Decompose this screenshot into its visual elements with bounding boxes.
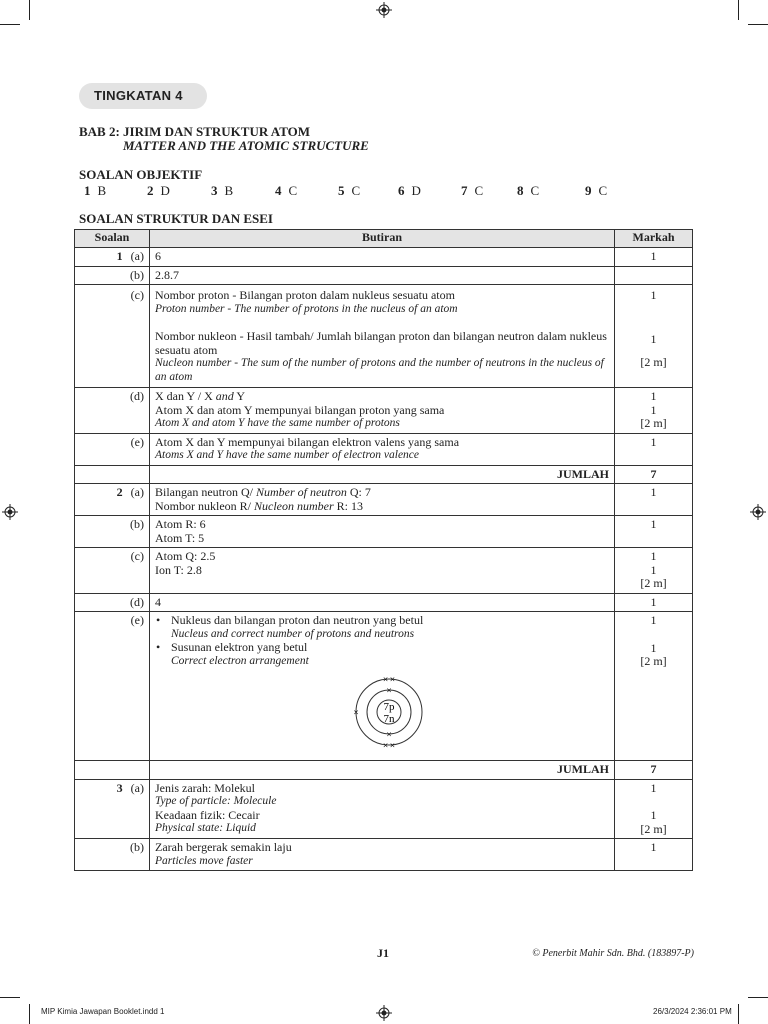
proton-count: 7p (383, 701, 395, 713)
mark-cell: 1 (615, 593, 693, 612)
table-row (75, 388, 693, 434)
crop-mark (0, 24, 20, 25)
electron: × (386, 686, 392, 695)
column-header: Markah (615, 230, 693, 248)
table-row (75, 839, 693, 871)
electron: × (382, 741, 389, 750)
table-row (75, 516, 693, 548)
answer-cell: 6 (150, 248, 615, 267)
electron: × (386, 730, 392, 739)
objective-answer: 1 B (84, 183, 107, 198)
table-header-row (75, 230, 693, 248)
answer-cell: Atom Q: 2.5 Ion T: 2.8 (150, 548, 615, 594)
mark-cell: 1 (615, 484, 693, 516)
answer-cell: 2.8.7 (150, 266, 615, 285)
answer-cell: • Nukleus dan bilangan proton dan neutron yang betul Nucleus and correct number of protons and neutrons • Susunan elektron yang betul Correct electron arrangement 7p 7n × × × × × × × (150, 612, 615, 761)
mark-cell: 1 (615, 516, 693, 548)
objective-heading: SOALAN OBJEKTIF (79, 167, 203, 182)
question-cell: (b) (75, 266, 150, 285)
total-label: JUMLAH (150, 761, 615, 780)
mark-cell: 1 (615, 839, 693, 871)
answer-cell: Atom X dan Y mempunyai bilangan elektron valens yang sama Atoms X and Y have the same number of electron valence (150, 433, 615, 465)
question-cell: (b) (75, 839, 150, 871)
crop-mark (748, 997, 768, 998)
mark-cell: 1 1 [2 m] (615, 388, 693, 434)
table-row (75, 612, 693, 761)
slug-filename: MIP Kimia Jawapan Booklet.indd 1 (41, 1007, 165, 1016)
slug-timestamp: 26/3/2024 2:36:01 PM (653, 1007, 732, 1016)
objective-answer: 3 B (211, 183, 234, 198)
total-row (75, 465, 693, 484)
crop-mark (29, 0, 30, 20)
table-row (75, 285, 693, 388)
chapter-title-english: MATTER AND THE ATOMIC STRUCTURE (123, 138, 369, 153)
registration-mark-icon (376, 2, 392, 18)
total-row (75, 761, 693, 780)
crop-mark (738, 0, 739, 20)
objective-answer: 2 D (147, 183, 170, 198)
answer-cell: Zarah bergerak semakin laju Particles move faster (150, 839, 615, 871)
column-header: Soalan (75, 230, 150, 248)
total-value: 7 (615, 465, 693, 484)
table-row (75, 433, 693, 465)
objective-answer: 5 C (338, 183, 361, 198)
chapter-title: BAB 2: JIRIM DAN STRUKTUR ATOM (79, 124, 311, 139)
registration-mark-icon (2, 504, 18, 520)
electron: × (389, 741, 396, 750)
table-row (75, 248, 693, 267)
answer-cell: Jenis zarah: Molekul Type of particle: Molecule Keadaan fizik: Cecair Physical state: Liquid (150, 779, 615, 839)
page-number: J1 (377, 946, 389, 960)
mark-cell (615, 266, 693, 285)
registration-mark-icon (376, 1005, 392, 1021)
question-cell: (c) (75, 548, 150, 594)
mark-cell: 1 (615, 433, 693, 465)
answer-cell: X dan Y / X and Y Atom X dan atom Y mempunyai bilangan proton yang sama Atom X and atom Y have the same number of protons (150, 388, 615, 434)
objective-answer: 4 C (275, 183, 298, 198)
table-row (75, 484, 693, 516)
table-row (75, 593, 693, 612)
mark-cell: 1 1 [2 m] (615, 285, 693, 388)
crop-mark (738, 1004, 739, 1024)
total-value: 7 (615, 761, 693, 780)
answer-table (74, 229, 693, 871)
question-cell: (e) (75, 612, 150, 761)
structured-heading: SOALAN STRUKTUR DAN ESEI (79, 211, 273, 226)
neutron-count: 7n (383, 713, 395, 725)
answer-cell: Bilangan neutron Q/ Number of neutron Q: 7 Nombor nukleon R/ Nucleon number R: 13 (150, 484, 615, 516)
question-cell: (d) (75, 388, 150, 434)
objective-answer: 8 C (517, 183, 540, 198)
answer-cell: Nombor proton - Bilangan proton dalam nukleus sesuatu atom Proton number - The number of protons in the nucleus of an atom Nombor nukleon - Hasil tambah/ Jumlah bilangan proton dan bilangan neutron dalam nukleus sesuatu atom Nucleon number - The sum of the number of protons and the number of neutrons in the nucleus of an atom (150, 285, 615, 388)
registration-mark-icon (750, 504, 766, 520)
electron-arrangement-diagram (349, 672, 429, 752)
form-badge: TINGKATAN 4 (79, 83, 207, 109)
question-cell: (d) (75, 593, 150, 612)
objective-answer: 9 C (585, 183, 608, 198)
answer-cell: Atom R: 6 Atom T: 5 (150, 516, 615, 548)
objective-answer: 6 D (398, 183, 421, 198)
crop-mark (0, 997, 20, 998)
objective-answer: 7 C (461, 183, 484, 198)
question-cell: 3 (a) (75, 779, 150, 839)
question-cell: (e) (75, 433, 150, 465)
column-header: Butiran (150, 230, 615, 248)
copyright: © Penerbit Mahir Sdn. Bhd. (183897-P) (532, 948, 694, 959)
total-label: JUMLAH (150, 465, 615, 484)
question-cell: (b) (75, 516, 150, 548)
answer-cell: 4 (150, 593, 615, 612)
electron: × (389, 675, 396, 684)
mark-cell: 1 1 [2 m] (615, 779, 693, 839)
question-cell: 1 (a) (75, 248, 150, 267)
crop-mark (748, 24, 768, 25)
mark-cell: 1 1 [2 m] (615, 548, 693, 594)
crop-mark (29, 1004, 30, 1024)
mark-cell: 1 (615, 248, 693, 267)
table-row (75, 548, 693, 594)
electron: × (382, 675, 389, 684)
mark-cell: 1 1 [2 m] (615, 612, 693, 761)
table-row (75, 779, 693, 839)
question-cell: 2 (a) (75, 484, 150, 516)
table-row (75, 266, 693, 285)
question-cell: (c) (75, 285, 150, 388)
electron: × (353, 708, 359, 717)
